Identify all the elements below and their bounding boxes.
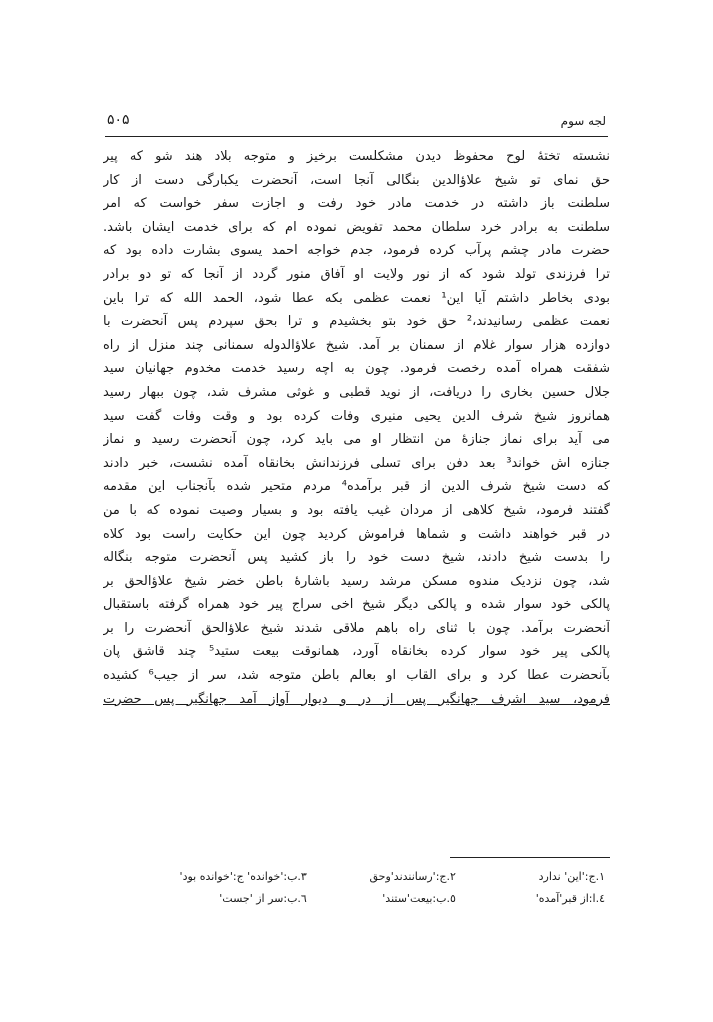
- text-line: حضرت مادر چشم پرآب کرده فرمود، جدم خواجه احمد یسوی بشارت داده بود که: [103, 243, 610, 259]
- footnote: ١.ج:'این' ندارد: [538, 870, 605, 883]
- text-line: بودی بخاطر داشتم آیا این¹ نعمت عظمی بکه عطا شود، الحمد الله که ترا باین: [103, 290, 610, 306]
- text-line: نشسته تختهٔ لوح محفوظ دیدن مشکلست برخیز و متوجه بلاد هند شو که پیر: [103, 149, 610, 164]
- text-line: دوازده هزار سوار غلام از سمنان بر آمد. شیخ علاؤالدوله سمنانی چند منزل از راه: [103, 337, 610, 353]
- text-line: که دست شیخ شرف الدین از قبر برآمده⁴ مردم متحیر شده بآنجناب این مقدمه: [103, 479, 610, 495]
- footnote: ٤.ا:از قبر'آمده': [535, 892, 605, 905]
- text-line: پالکی خود سوار شده و پالکی دیگر شیخ اخی سراج پیر خود همراه گرفته باستقبال: [103, 597, 610, 613]
- footnote: ٥.ب:بیعت'ستند': [382, 892, 456, 905]
- text-line: فرمود، سید اشرف جهانگیر پس از در و دیوار آواز آمد جهانگیر پس حضرت: [103, 691, 610, 707]
- page-header: [105, 112, 608, 137]
- page-number: ۵۰۵: [107, 112, 130, 128]
- text-line: را بدست شیخ دادند، شیخ دست خود را باز کشید پس آنحضرت متوجه بنگاله: [103, 550, 610, 566]
- text-line: جنازه اش خواند³ بعد دفن برای تسلی فرزندانش بخانقاه آمده نشست، خبر دادند: [103, 455, 610, 471]
- footnote: ٢.ج:'رسانندند'وحق: [369, 870, 456, 883]
- footnote-row: [160, 866, 605, 888]
- body-text: [103, 145, 610, 711]
- text-line: می آید برای نماز جنازهٔ من انتظار او می باید کرد، چون آنحضرت رسید و نماز: [103, 432, 610, 448]
- text-line: همانروز شیخ شرف الدین یحیی منیری وفات کرده بود و وقت وفات گفت سید: [103, 408, 610, 424]
- footnote-row: [160, 888, 605, 910]
- footnotes: [160, 866, 605, 910]
- footnote-rule: [450, 857, 610, 858]
- footnote: ٦.ب:سر از 'جست': [219, 892, 307, 905]
- text-line: شد، چون نزدیک مندوه مسکن مرشد رسید باشارهٔ باطن خضر شیخ علاؤالحق بر: [103, 573, 610, 589]
- text-line: سلطنت به برادر خرد سلطان محمد تفویض نموده ام که برای خدمت ایشان باشد.: [103, 219, 610, 235]
- text-line: پالکی پیر خود سوار کرده بخانقاه آورد، همانوقت بیعت ستید⁵ چند قاشق پان: [103, 644, 610, 660]
- text-line: سلطنت باز داشته در خدمت مادر خود رفت و اجازت سفر خواست که امر: [103, 196, 610, 212]
- text-line: ترا فرزندی تولد شود که از نور ولایت او آفاق منور گردد از آنجا که تو دو برادر: [103, 266, 610, 282]
- text-line: شفقت همراه آمده رخصت فرمود. چون به اچه رسید خدمت مخدوم جهانیان سید: [103, 361, 610, 377]
- text-line: حق نمای تو شیخ علاؤالدین بنگالی آنجا است، آنحضرت یکبارگی دست از کار: [103, 172, 610, 188]
- text-line: گفتند فرمود، شیخ کلاهی از مردان غیب یافته بود و بسیار وصیت نموده که با من: [103, 502, 610, 518]
- text-line: نعمت عظمی رسانیدند،² حق خود بتو بخشیدم و ترا بحق سپردم پس آنحضرت با: [103, 314, 610, 330]
- text-line: جلال حسین بخاری را دریافت، از نوید قطبی و غوثی مشرف شد، چون ببهار رسید: [103, 384, 610, 400]
- text-line: بآنحضرت عطا کرد و برای القاب او بعالم باطن متوجه شد، سر از جیب⁶ کشیده: [103, 668, 610, 684]
- text-line: آنحضرت برآمد. چون با ثنای راه باهم ملاقی شدند شیخ علاؤالحق آنحضرت را بر: [103, 620, 610, 636]
- running-title: لجه سوم: [560, 114, 606, 128]
- footnote: ٣.ب:'خوانده' ج:'خوانده بود': [179, 870, 307, 883]
- text-line: در قبر خواهند داشت و شماها فراموش کردید چون این حکایت راست بود کلاه: [103, 526, 610, 542]
